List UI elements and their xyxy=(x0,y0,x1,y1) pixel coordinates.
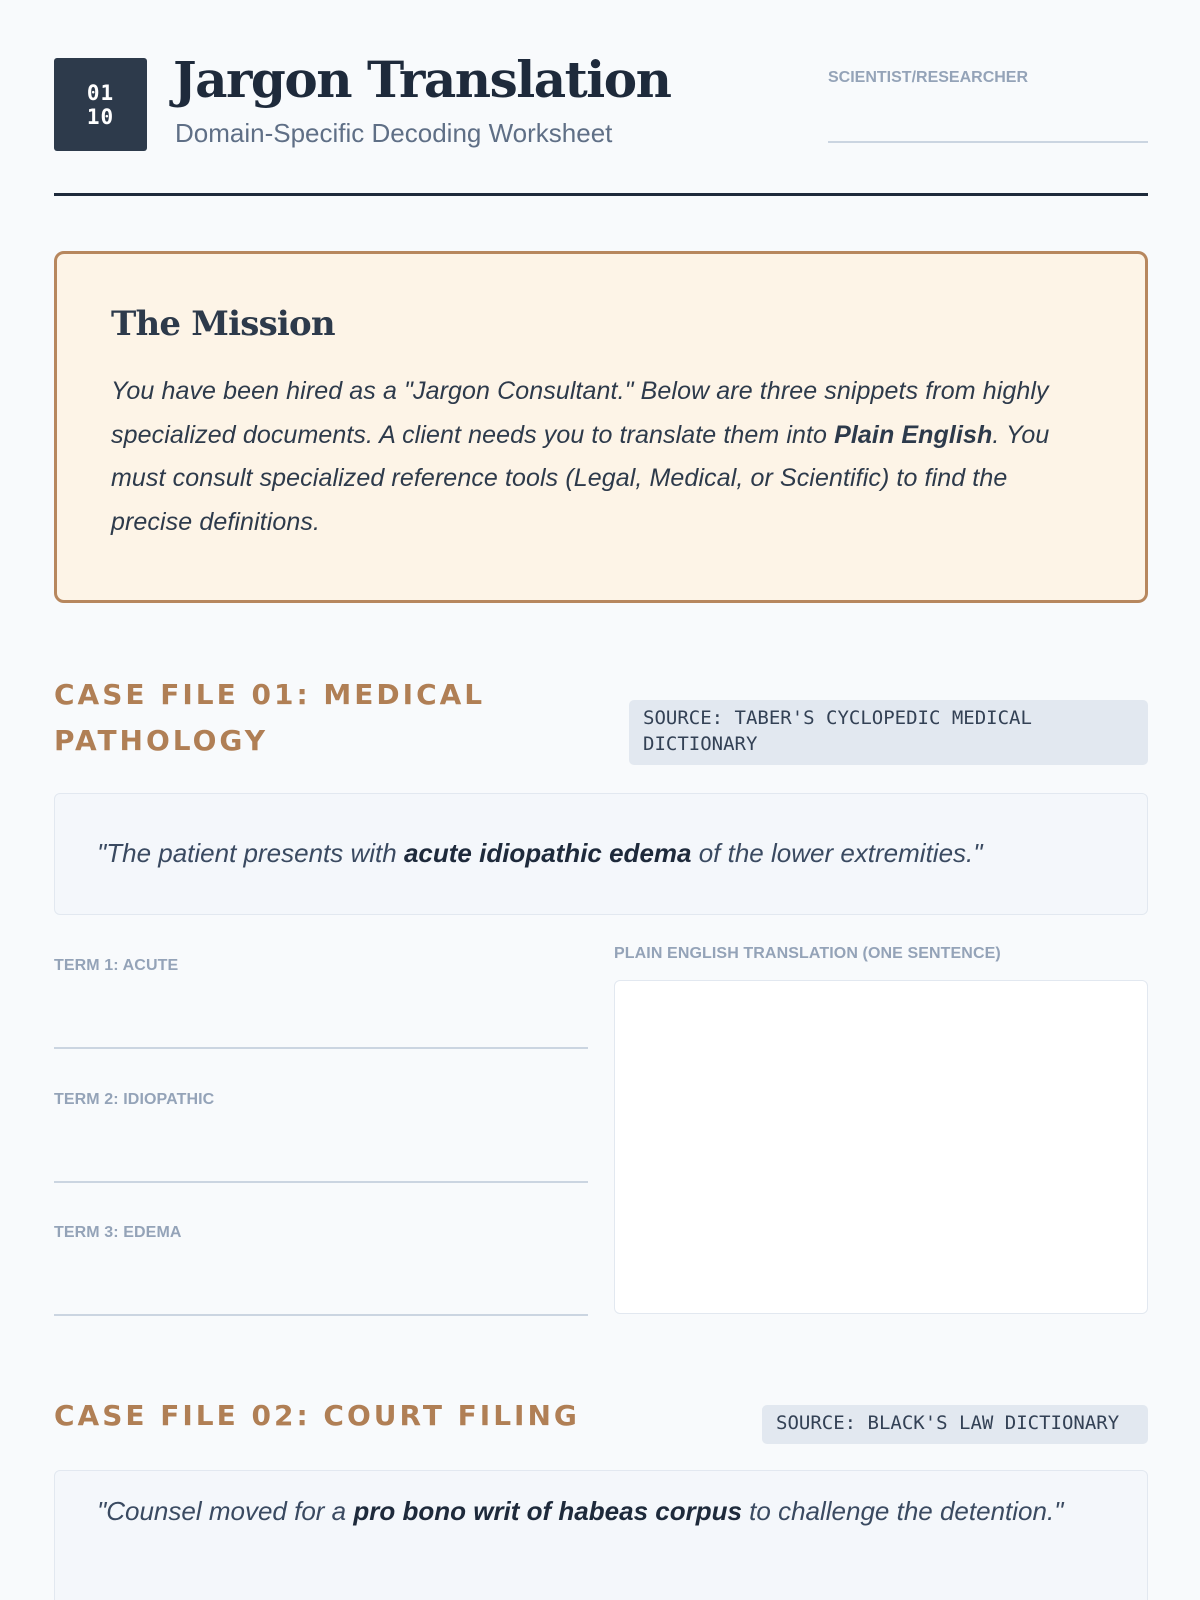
term1-answer-line[interactable] xyxy=(54,1047,588,1049)
case1-source-line1: SOURCE: TABER'S CYCLOPEDIC MEDICAL xyxy=(643,707,1032,729)
case2-quote-box xyxy=(54,1470,1148,1600)
mission-text-part1: You have been hired as a "Jargon Consultant." Below are three snippets from highly specialized documents. A client needs you to translate them into xyxy=(111,377,1049,449)
case1-quote-box xyxy=(54,793,1148,915)
term3-answer-line[interactable] xyxy=(54,1314,588,1316)
translation-label: PLAIN ENGLISH TRANSLATION (ONE SENTENCE) xyxy=(614,945,1001,962)
case1-quote-part1: "The patient presents with xyxy=(97,838,404,868)
case1-title-line2: PATHOLOGY xyxy=(54,724,269,757)
case2-quote-part2: to challenge the detention." xyxy=(741,1496,1064,1526)
case1-jargon-phrase: acute idiopathic edema xyxy=(403,838,692,868)
logo-bottom-digits: 10 xyxy=(86,104,115,129)
translation-answer-box[interactable] xyxy=(614,980,1148,1314)
page-title: Jargon Translation xyxy=(173,50,671,109)
case2-jargon-phrase: pro bono writ of habeas corpus xyxy=(353,1496,742,1526)
case2-title: CASE FILE 02: COURT FILING xyxy=(54,1399,580,1432)
mission-text-part2: . You must consult specialized reference tools (Legal, Medical, or Scientific) to find the precise definitions. xyxy=(111,420,1050,536)
researcher-name-field[interactable] xyxy=(828,141,1148,143)
term2-answer-line[interactable] xyxy=(54,1181,588,1183)
case1-title-line1: CASE FILE 01: MEDICAL xyxy=(54,678,486,711)
binary-logo-icon xyxy=(54,58,147,151)
logo-top-digits: 01 xyxy=(86,80,115,105)
researcher-name-label: SCIENTIST/RESEARCHER xyxy=(828,69,1029,86)
mission-text xyxy=(111,370,1091,544)
term2-label: TERM 2: IDIOPATHIC xyxy=(54,1091,215,1108)
mission-text-emphasis: Plain English xyxy=(834,420,993,449)
term3-label: TERM 3: EDEMA xyxy=(54,1224,182,1241)
page-subtitle: Domain-Specific Decoding Worksheet xyxy=(175,118,613,148)
case2-quote-part1: "Counsel moved for a xyxy=(97,1496,354,1526)
header-divider xyxy=(54,193,1148,196)
case1-source-badge xyxy=(629,700,1148,765)
term1-label: TERM 1: ACUTE xyxy=(54,957,179,974)
case2-source-badge: SOURCE: BLACK'S LAW DICTIONARY xyxy=(762,1405,1148,1444)
case1-quote-part2: of the lower extremities." xyxy=(691,838,983,868)
case1-source-line2: DICTIONARY xyxy=(643,733,758,755)
mission-box xyxy=(54,251,1148,603)
mission-heading: The Mission xyxy=(111,304,335,344)
case1-title xyxy=(54,672,485,764)
